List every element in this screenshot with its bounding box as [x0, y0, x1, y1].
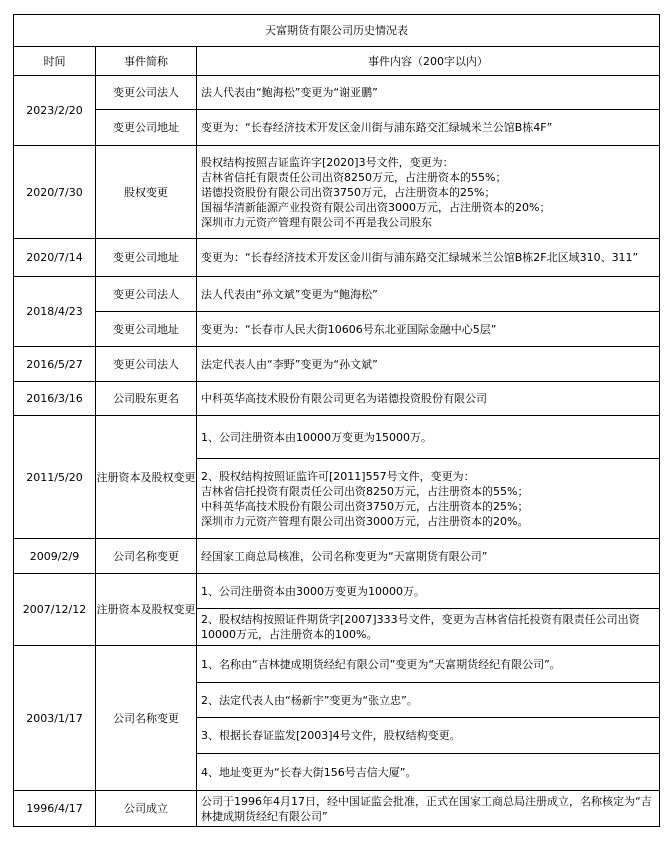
- row-content: [197, 754, 660, 791]
- table-title: 天富期货有限公司历史情况表: [14, 15, 660, 47]
- content-line: 吉林省信托有限责任公司出资8250万元，占注册资本的55%；: [201, 170, 507, 184]
- row-content: [197, 347, 660, 382]
- content-line: 2、股权结构按照证件期货字[2007]333号文件，变更为吉林省信托投资有限责任公司出资10000万元，占注册资本的100%。: [201, 613, 640, 641]
- content-line: 变更为：“长春经济技术开发区金川街与浦东路交汇绿城米兰公馆B栋2F北区域310、311”: [201, 251, 639, 264]
- content-line: 国福华清新能源产业投资有限公司出资3000万元，占注册资本的20%；: [201, 200, 551, 214]
- row-content: [197, 791, 660, 827]
- row-event: 公司名称变更: [96, 646, 197, 791]
- row-content: [197, 459, 660, 539]
- content-line: 法定代表人由“李野”变更为“孙文斌”: [201, 357, 378, 371]
- row-event: 变更公司法人: [96, 76, 197, 110]
- row-event: 注册资本及股权变更: [96, 574, 197, 646]
- content-line: 2、法定代表人由“杨新宇”变更为“张立忠”。: [201, 693, 418, 707]
- row-date: 2011/5/20: [14, 416, 96, 539]
- row-event: 注册资本及股权变更: [96, 416, 197, 539]
- row-content: [197, 239, 660, 277]
- content-line: 2、股权结构按照证监许可[2011]557号文件，变更为：: [201, 469, 475, 483]
- history-table: [13, 14, 660, 827]
- content-line: 法人代表由“鲍海松”变更为“谢亚鹏”: [201, 86, 378, 99]
- row-content: [197, 609, 660, 646]
- content-line: 1、公司注册资本由10000万变更为15000万。: [201, 430, 432, 444]
- content-line: 股权结构按照吉证监许字[2020]3号文件，变更为：: [201, 155, 454, 169]
- content-line: 变更为：“长春经济技术开发区金川街与浦东路交汇绿城米兰公馆B栋4F”: [201, 121, 553, 134]
- content-line: 中科英华高技术股份有限公司更名为诺德投资股份有限公司: [201, 392, 487, 405]
- row-event: 公司股东更名: [96, 382, 197, 416]
- content-line: 3、根据长春证监发[2003]4号文件，股权结构变更。: [201, 729, 461, 742]
- row-content: [197, 146, 660, 239]
- row-date: 2007/12/12: [14, 574, 96, 646]
- row-content: [197, 277, 660, 312]
- content-line: 深圳市力元资产管理有限公司出资3000万元，占注册资本的20%。: [201, 514, 529, 528]
- row-event: 变更公司地址: [96, 110, 197, 146]
- row-content: [197, 416, 660, 459]
- row-date: 2016/5/27: [14, 347, 96, 382]
- row-date: 2018/4/23: [14, 277, 96, 347]
- row-event: 公司成立: [96, 791, 197, 827]
- row-date: 2016/3/16: [14, 382, 96, 416]
- row-content: [197, 646, 660, 683]
- content-line: 深圳市力元资产管理有限公司不再是我公司股东: [201, 215, 432, 229]
- row-content: [197, 574, 660, 609]
- content-line: 公司于1996年4月17日，经中国证监会批准，正式在国家工商总局注册成立，名称核定为“吉林捷成期货经纪有限公司”: [201, 794, 652, 823]
- content-line: 诺德投资股份有限公司出资3750万元，占注册资本的25%；: [201, 185, 496, 199]
- row-content: [197, 683, 660, 718]
- content-line: 1、名称由“吉林捷成期货经纪有限公司”变更为“天富期货经纪有限公司”。: [201, 657, 561, 671]
- row-content: [197, 539, 660, 574]
- header-event: 事件简称: [96, 47, 197, 76]
- row-event: 变更公司法人: [96, 277, 197, 312]
- row-event: 公司名称变更: [96, 539, 197, 574]
- content-line: 4、地址变更为“长春大街156号吉信大厦”。: [201, 765, 417, 779]
- content-line: 法人代表由“孙文斌”变更为“鲍海松”: [201, 287, 378, 301]
- row-content: [197, 312, 660, 347]
- row-event: 变更公司地址: [96, 239, 197, 277]
- row-date: 2020/7/14: [14, 239, 96, 277]
- row-content: [197, 76, 660, 110]
- row-event: 变更公司法人: [96, 347, 197, 382]
- row-event: 股权变更: [96, 146, 197, 239]
- content-line: 吉林省信托投资有限责任公司出资8250万元，占注册资本的55%；: [201, 484, 529, 498]
- header-time: 时间: [14, 47, 96, 76]
- content-line: 中科英华高技术股份有限公司出资3750万元，占注册资本的25%；: [201, 499, 529, 513]
- row-date: 2009/2/9: [14, 539, 96, 574]
- header-content: 事件内容（200字以内）: [197, 47, 660, 76]
- row-date: 2003/1/17: [14, 646, 96, 791]
- content-line: 变更为：“长春市人民大街10606号东北亚国际金融中心5层”: [201, 322, 497, 336]
- row-date: 2020/7/30: [14, 146, 96, 239]
- row-content: [197, 382, 660, 416]
- row-date: 2023/2/20: [14, 76, 96, 146]
- content-line: 1、公司注册资本由3000万变更为10000万。: [201, 584, 425, 598]
- row-event: 变更公司地址: [96, 312, 197, 347]
- row-content: [197, 718, 660, 754]
- row-content: [197, 110, 660, 146]
- content-line: 经国家工商总局核准，公司名称变更为“天富期货有限公司”: [201, 549, 488, 563]
- row-date: 1996/4/17: [14, 791, 96, 827]
